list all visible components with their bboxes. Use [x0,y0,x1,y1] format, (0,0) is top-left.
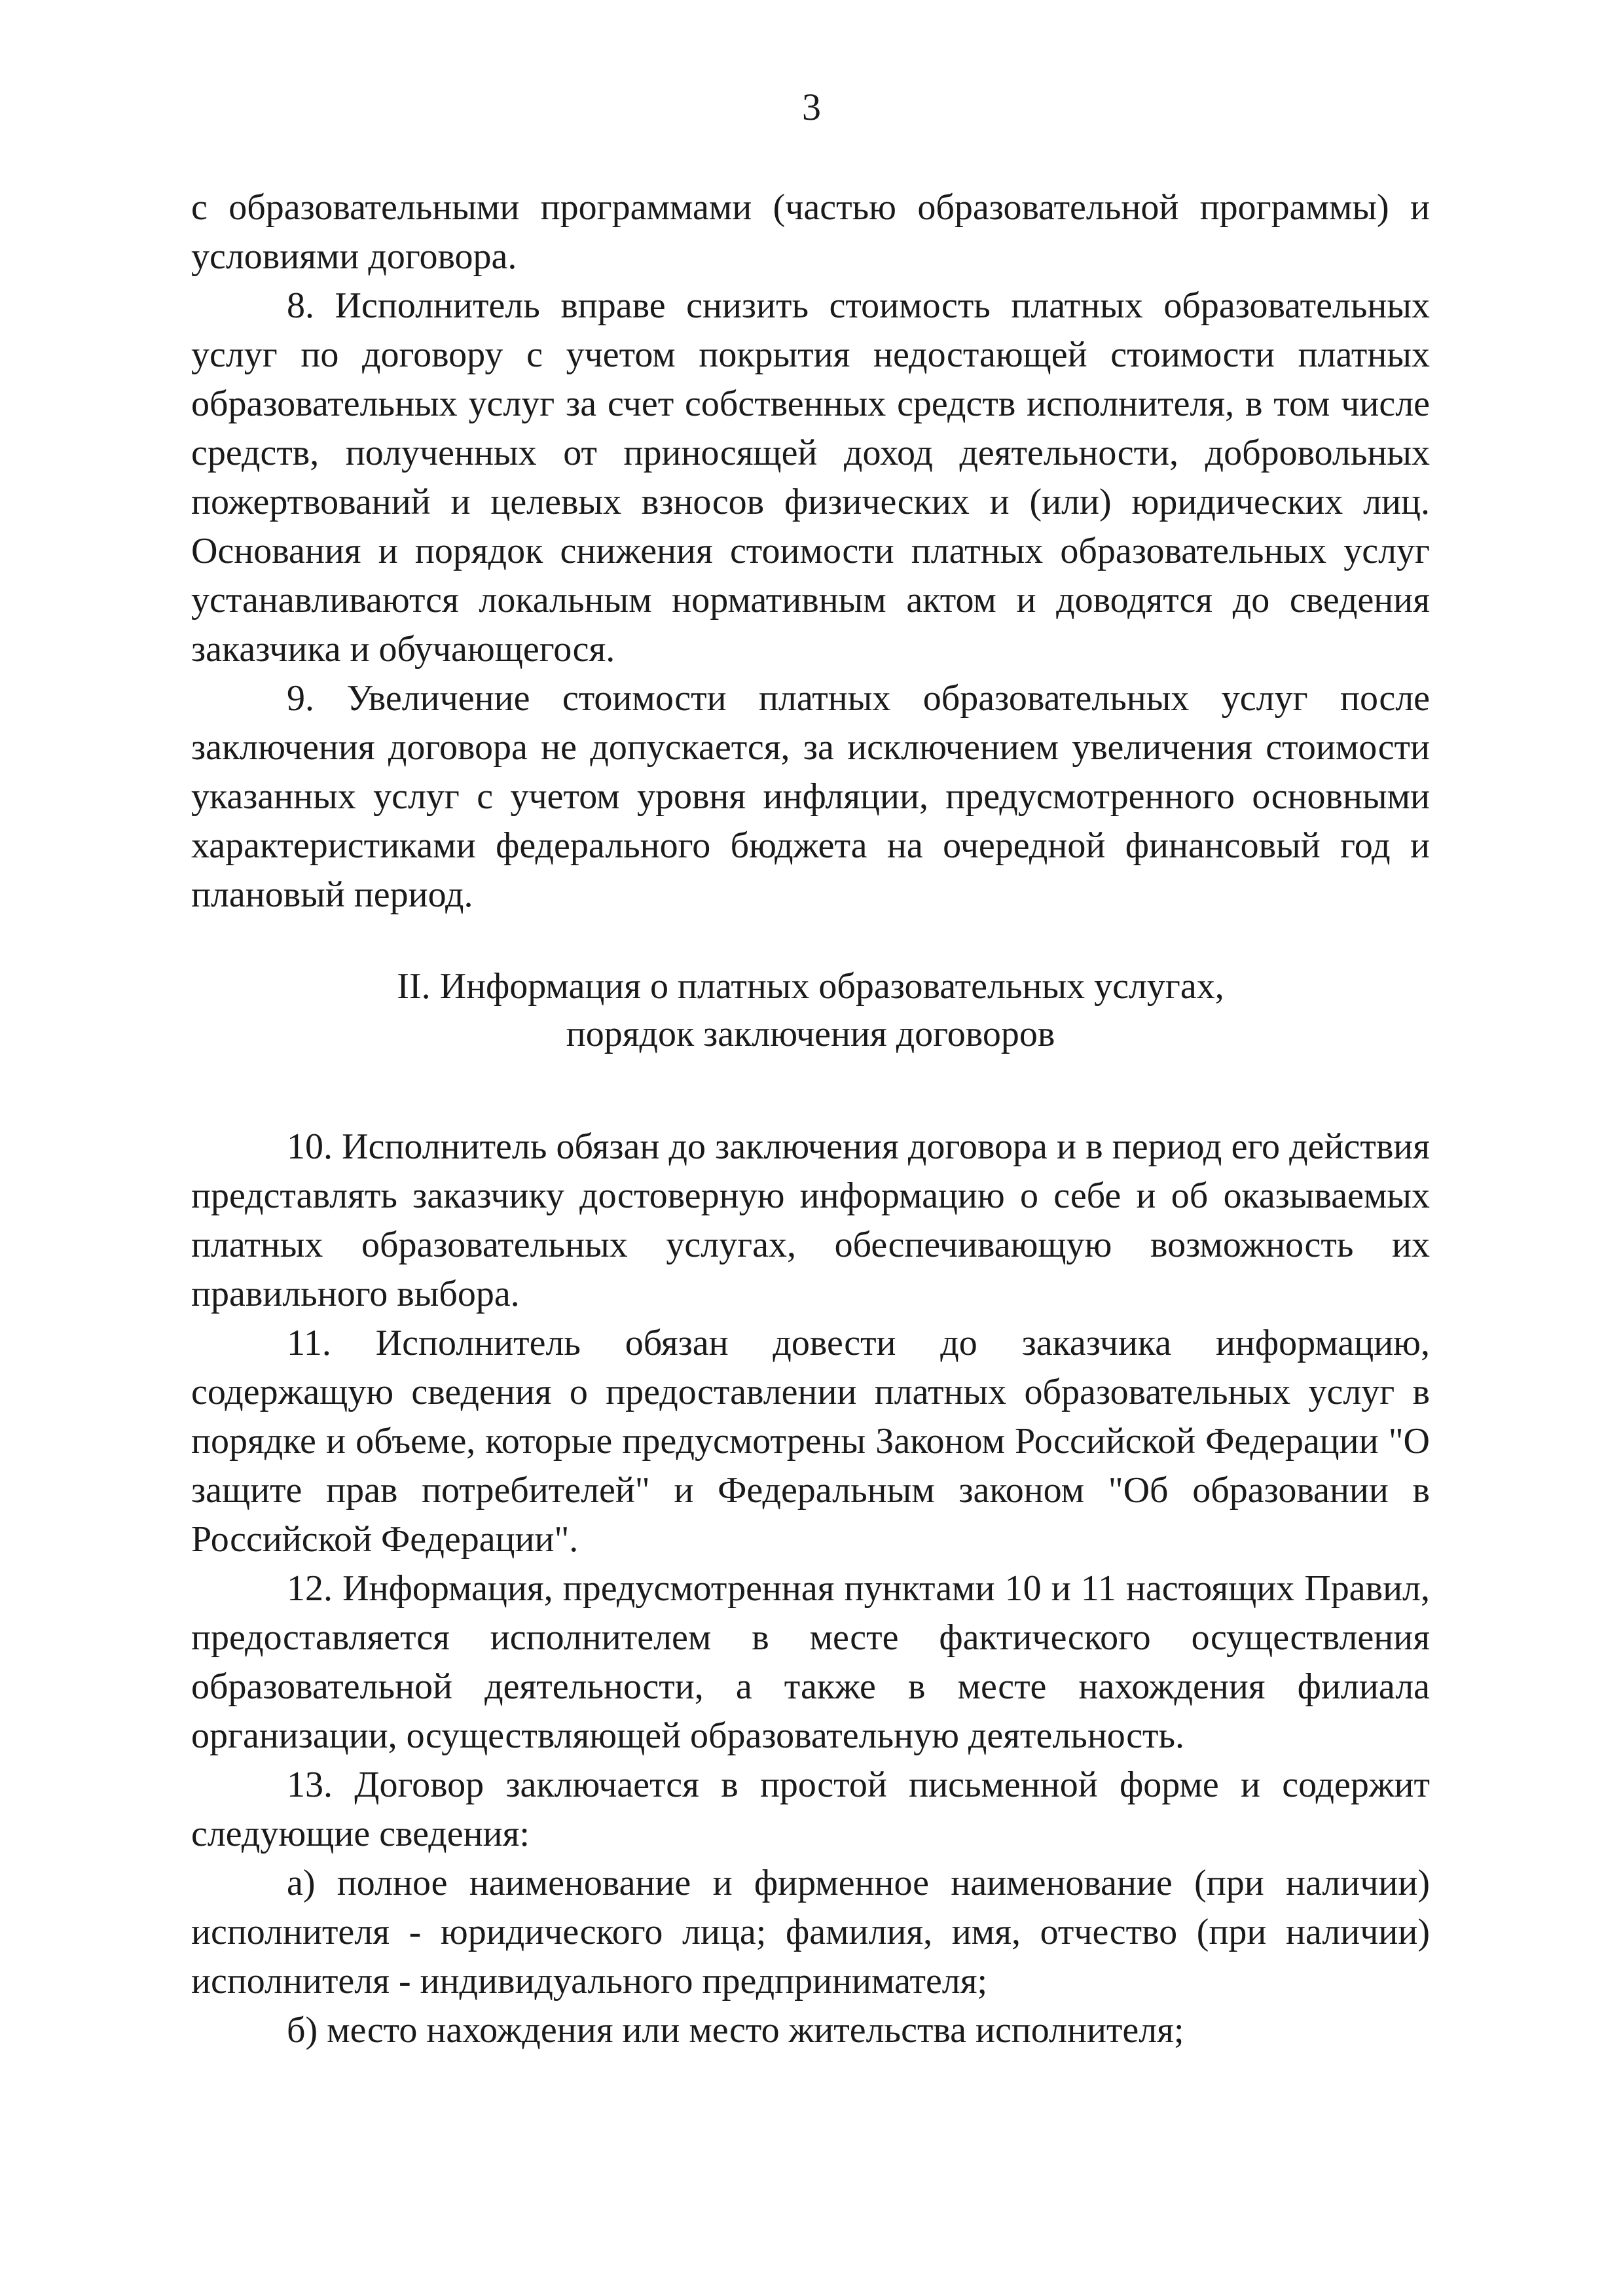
paragraph-13: 13. Договор заключается в простой письменной форме и содержит следующие сведения: [191,1765,1430,1854]
section-heading-line-1: II. Информация о платных образовательных услугах, [397,966,1224,1007]
paragraph-12: 12. Информация, предусмотренная пунктами 10 и 11 настоящих Правил, предоставляется исполнителем в месте фактического осуществления образовательной деятельности, а также в месте нахождения филиала организации, осуществляющей образовательную деятельность. [191,1568,1430,1756]
document-body [191,183,1430,2055]
section-heading-line-2: порядок заключения договоров [566,1014,1055,1054]
paragraph-11: 11. Исполнитель обязан довести до заказчика информацию, содержащую сведения о предоставлении платных образовательных услуг в порядке и объеме, которые предусмотрены Законом Российской Федерации "О защите прав потребителей" и Федеральным законом "Об образовании в Российской Федерации". [191,1323,1430,1560]
section-heading [191,963,1430,1058]
paragraph-8: 8. Исполнитель вправе снизить стоимость платных образовательных услуг по договору с учетом покрытия недостающей стоимости платных образовательных услуг за счет собственных средств исполнителя, в том числе средств, полученных от приносящей доход деятельности, добровольных пожертвований и целевых взносов физических и (или) юридических лиц. Основания и порядок снижения стоимости платных образовательных услуг устанавливаются локальным нормативным актом и доводятся до сведения заказчика и обучающегося. [191,285,1430,670]
paragraph-13b: б) место нахождения или место жительства исполнителя; [287,2010,1184,2051]
paragraph-9: 9. Увеличение стоимости платных образовательных услуг после заключения договора не допускается, за исключением увеличения стоимости указанных услуг с учетом уровня инфляции, предусмотренного основными характеристиками федерального бюджета на очередной финансовый год и плановый период. [191,678,1430,915]
paragraph-13a: а) полное наименование и фирменное наименование (при наличии) исполнителя - юридического лица; фамилия, имя, отчество (при наличии) исполнителя - индивидуального предпринимателя; [191,1863,1430,2001]
page-number: 3 [802,86,821,128]
paragraph-continuation: с образовательными программами (частью образовательной программы) и условиями договора. [191,187,1430,277]
paragraph-10: 10. Исполнитель обязан до заключения договора и в период его действия представлять заказчику достоверную информацию о себе и об оказываемых платных образовательных услугах, обеспечивающую возможность их правильного выбора. [191,1126,1430,1314]
